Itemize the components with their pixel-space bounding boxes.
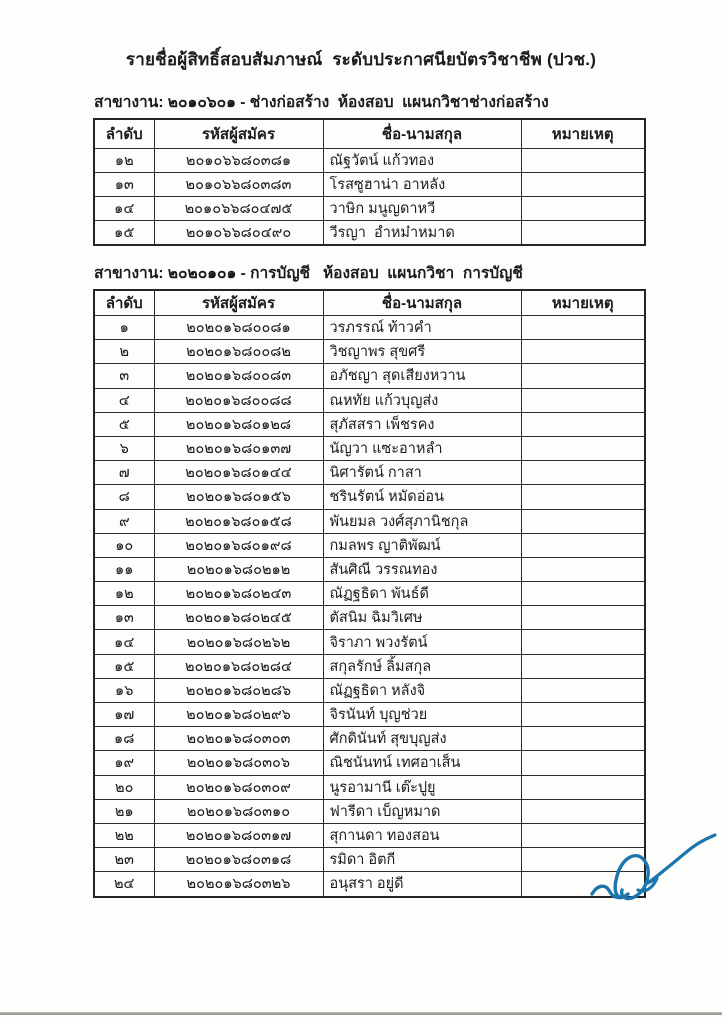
column-header-id: รหัสผู้สมัคร bbox=[154, 290, 323, 316]
cell-id: ๒๐๒๐๑๖๘๐๑๔๔ bbox=[154, 461, 323, 485]
cell-note bbox=[521, 630, 645, 654]
cell-name: ณัฏฐธิดา พันธ์ดี bbox=[323, 582, 521, 606]
table-row bbox=[94, 727, 645, 751]
cell-name: นัญวา แซะอาหลำ bbox=[323, 436, 521, 460]
cell-id: ๒๐๒๐๑๖๘๐๓๐๓ bbox=[154, 727, 323, 751]
cell-no: ๑๒ bbox=[94, 149, 154, 173]
table-header-row bbox=[94, 119, 645, 149]
column-header-name: ชื่อ-นามสกุล bbox=[323, 119, 521, 149]
table-row bbox=[94, 221, 645, 246]
cell-no: ๗ bbox=[94, 461, 154, 485]
cell-no: ๑๑ bbox=[94, 557, 154, 581]
cell-name: นิศารัตน์ กาสา bbox=[323, 461, 521, 485]
cell-name: ชรินรัตน์ หมัดอ่อน bbox=[323, 485, 521, 509]
cell-id: ๒๐๒๐๑๖๘๐๓๒๖ bbox=[154, 872, 323, 897]
cell-note bbox=[521, 173, 645, 197]
signature-tail-stroke bbox=[638, 835, 715, 891]
table-row bbox=[94, 388, 645, 412]
cell-no: ๑ bbox=[94, 316, 154, 340]
cell-no: ๑๐ bbox=[94, 533, 154, 557]
table-row bbox=[94, 582, 645, 606]
cell-note bbox=[521, 848, 645, 872]
cell-name: อนุสรา อยู่ดี bbox=[323, 872, 521, 897]
cell-no: ๑๒ bbox=[94, 582, 154, 606]
cell-note bbox=[521, 654, 645, 678]
cell-id: ๒๐๒๐๑๖๘๐๐๘๒ bbox=[154, 340, 323, 364]
cell-no: ๑๗ bbox=[94, 703, 154, 727]
cell-note bbox=[521, 582, 645, 606]
cell-name: ณหทัย แก้วบุญส่ง bbox=[323, 388, 521, 412]
cell-no: ๕ bbox=[94, 412, 154, 436]
cell-name: วรภรรณ์ ท้าวคำ bbox=[323, 316, 521, 340]
column-header-remarks: หมายเหตุ bbox=[521, 119, 645, 149]
section-label-construction: สาขางาน: ๒๐๑๐๖๐๑ - ช่างก่อสร้าง ห้องสอบ แผนกวิชาช่างก่อสร้าง bbox=[94, 94, 549, 111]
cell-no: ๑๕ bbox=[94, 221, 154, 246]
table-row bbox=[94, 340, 645, 364]
cell-name: นูรอามานี เต๊ะปูยู bbox=[323, 775, 521, 799]
applicant-table-accounting bbox=[93, 289, 646, 898]
cell-id: ๒๐๒๐๑๖๘๐๓๐๙ bbox=[154, 775, 323, 799]
cell-id: ๒๐๒๐๑๖๘๐๓๑๘ bbox=[154, 848, 323, 872]
cell-no: ๒๔ bbox=[94, 872, 154, 897]
cell-id: ๒๐๒๐๑๖๘๐๐๘๑ bbox=[154, 316, 323, 340]
cell-note bbox=[521, 412, 645, 436]
cell-id: ๒๐๑๐๖๖๘๐๓๘๓ bbox=[154, 173, 323, 197]
cell-note bbox=[521, 823, 645, 847]
cell-no: ๔ bbox=[94, 388, 154, 412]
table-row bbox=[94, 751, 645, 775]
cell-name: จิรนันท์ บุญช่วย bbox=[323, 703, 521, 727]
cell-note bbox=[521, 461, 645, 485]
table-row bbox=[94, 364, 645, 388]
table-row bbox=[94, 872, 645, 897]
table-row bbox=[94, 606, 645, 630]
cell-no: ๑๘ bbox=[94, 727, 154, 751]
cell-no: ๒๐ bbox=[94, 775, 154, 799]
table-row bbox=[94, 799, 645, 823]
cell-name: วิชญาพร สุขศรี bbox=[323, 340, 521, 364]
table-row bbox=[94, 149, 645, 173]
cell-no: ๖ bbox=[94, 436, 154, 460]
table-row bbox=[94, 197, 645, 221]
cell-no: ๑๖ bbox=[94, 678, 154, 702]
cell-name: ฟารีดา เบ็ญหมาด bbox=[323, 799, 521, 823]
cell-note bbox=[521, 388, 645, 412]
cell-note bbox=[521, 509, 645, 533]
table-row bbox=[94, 823, 645, 847]
table-row bbox=[94, 654, 645, 678]
cell-id: ๒๐๑๐๖๖๘๐๓๘๑ bbox=[154, 149, 323, 173]
cell-note bbox=[521, 606, 645, 630]
cell-id: ๒๐๒๐๑๖๘๐๒๑๒ bbox=[154, 557, 323, 581]
table-row bbox=[94, 557, 645, 581]
cell-note bbox=[521, 364, 645, 388]
cell-id: ๒๐๒๐๑๖๘๐๓๑๗ bbox=[154, 823, 323, 847]
cell-name: จิราภา พวงรัตน์ bbox=[323, 630, 521, 654]
cell-name: ศักดินันท์ สุขบุญส่ง bbox=[323, 727, 521, 751]
table-row bbox=[94, 173, 645, 197]
cell-note bbox=[521, 775, 645, 799]
document-title: รายชื่อผู้สิทธิ์สอบสัมภาษณ์ ระดับประกาศนียบัตรวิชาชีพ (ปวช.) bbox=[125, 50, 597, 69]
table-body-accounting bbox=[94, 316, 645, 897]
table-row bbox=[94, 703, 645, 727]
table-body-construction bbox=[94, 149, 645, 246]
column-header-id: รหัสผู้สมัคร bbox=[154, 119, 323, 149]
cell-note bbox=[521, 149, 645, 173]
cell-name: โรสซูฮาน่า อาหลัง bbox=[323, 173, 521, 197]
cell-note bbox=[521, 872, 645, 897]
cell-note bbox=[521, 221, 645, 246]
cell-id: ๒๐๒๐๑๖๘๐๒๖๒ bbox=[154, 630, 323, 654]
table-row bbox=[94, 533, 645, 557]
cell-id: ๒๐๒๐๑๖๘๐๑๙๘ bbox=[154, 533, 323, 557]
cell-no: ๑๓ bbox=[94, 606, 154, 630]
cell-no: ๑๓ bbox=[94, 173, 154, 197]
column-header-order: ลำดับ bbox=[94, 119, 154, 149]
cell-no: ๙ bbox=[94, 509, 154, 533]
cell-note bbox=[521, 751, 645, 775]
cell-no: ๒ bbox=[94, 340, 154, 364]
cell-no: ๘ bbox=[94, 485, 154, 509]
table-row bbox=[94, 461, 645, 485]
table-row bbox=[94, 509, 645, 533]
cell-note bbox=[521, 799, 645, 823]
cell-no: ๒๑ bbox=[94, 799, 154, 823]
cell-no: ๑๔ bbox=[94, 197, 154, 221]
section-label-accounting: สาขางาน: ๒๐๒๐๑๐๑ - การบัญชี ห้องสอบ แผนกวิชา การบัญชี bbox=[94, 265, 523, 282]
page-scan-edge bbox=[0, 1012, 722, 1015]
cell-id: ๒๐๒๐๑๖๘๐๑๕๘ bbox=[154, 509, 323, 533]
table-row bbox=[94, 436, 645, 460]
table-row bbox=[94, 775, 645, 799]
cell-name: พันยมล วงศ์สุภานิชกุล bbox=[323, 509, 521, 533]
cell-no: ๒๒ bbox=[94, 823, 154, 847]
cell-id: ๒๐๒๐๑๖๘๐๒๔๓ bbox=[154, 582, 323, 606]
cell-id: ๒๐๒๐๑๖๘๐๒๘๔ bbox=[154, 654, 323, 678]
table-row bbox=[94, 316, 645, 340]
cell-note bbox=[521, 197, 645, 221]
cell-name: ณัฏฐธิดา หลังจิ bbox=[323, 678, 521, 702]
cell-id: ๒๐๒๐๑๖๘๐๐๘๓ bbox=[154, 364, 323, 388]
cell-no: ๓ bbox=[94, 364, 154, 388]
cell-name: สุภัสสรา เพ็ชรคง bbox=[323, 412, 521, 436]
cell-name: กมลพร ญาติพัฒน์ bbox=[323, 533, 521, 557]
cell-no: ๒๓ bbox=[94, 848, 154, 872]
cell-id: ๒๐๒๐๑๖๘๐๒๔๕ bbox=[154, 606, 323, 630]
cell-id: ๒๐๑๐๖๖๘๐๔๙๐ bbox=[154, 221, 323, 246]
cell-id: ๒๐๒๐๑๖๘๐๒๘๖ bbox=[154, 678, 323, 702]
column-header-remarks: หมายเหตุ bbox=[521, 290, 645, 316]
cell-note bbox=[521, 316, 645, 340]
cell-no: ๑๔ bbox=[94, 630, 154, 654]
table-header-row bbox=[94, 290, 645, 316]
cell-name: สุกานดา ทองสอน bbox=[323, 823, 521, 847]
cell-id: ๒๐๒๐๑๖๘๐๐๘๘ bbox=[154, 388, 323, 412]
cell-no: ๑๕ bbox=[94, 654, 154, 678]
cell-note bbox=[521, 703, 645, 727]
cell-id: ๒๐๒๐๑๖๘๐๑๕๖ bbox=[154, 485, 323, 509]
cell-name: สกุลรักษ์ ลิ้มสกุล bbox=[323, 654, 521, 678]
cell-note bbox=[521, 678, 645, 702]
cell-name: ณัฐวัตน์ แก้วทอง bbox=[323, 149, 521, 173]
cell-id: ๒๐๑๐๖๖๘๐๔๗๕ bbox=[154, 197, 323, 221]
table-row bbox=[94, 848, 645, 872]
cell-id: ๒๐๒๐๑๖๘๐๓๑๐ bbox=[154, 799, 323, 823]
table-row bbox=[94, 678, 645, 702]
cell-name: ตัสนิม ฉิมวิเศษ bbox=[323, 606, 521, 630]
cell-id: ๒๐๒๐๑๖๘๐๒๙๖ bbox=[154, 703, 323, 727]
column-header-order: ลำดับ bbox=[94, 290, 154, 316]
cell-note bbox=[521, 727, 645, 751]
cell-note bbox=[521, 557, 645, 581]
column-header-name: ชื่อ-นามสกุล bbox=[323, 290, 521, 316]
cell-name: สันศิณี วรรณทอง bbox=[323, 557, 521, 581]
cell-note bbox=[521, 340, 645, 364]
table-row bbox=[94, 485, 645, 509]
cell-note bbox=[521, 485, 645, 509]
cell-note bbox=[521, 436, 645, 460]
cell-id: ๒๐๒๐๑๖๘๐๑๓๗ bbox=[154, 436, 323, 460]
cell-name: วีรญา อำหม๋าหมาด bbox=[323, 221, 521, 246]
table-row bbox=[94, 630, 645, 654]
cell-no: ๑๙ bbox=[94, 751, 154, 775]
cell-name: วาษิก มนูญดาหวี bbox=[323, 197, 521, 221]
cell-name: รมิดา อิตกี bbox=[323, 848, 521, 872]
cell-note bbox=[521, 533, 645, 557]
table-row bbox=[94, 412, 645, 436]
cell-name: อภัชญา สุดเสียงหวาน bbox=[323, 364, 521, 388]
cell-name: ณิชนันทน์ เทศอาเส็น bbox=[323, 751, 521, 775]
applicant-table-construction bbox=[93, 118, 646, 246]
cell-id: ๒๐๒๐๑๖๘๐๑๒๘ bbox=[154, 412, 323, 436]
cell-id: ๒๐๒๐๑๖๘๐๓๐๖ bbox=[154, 751, 323, 775]
